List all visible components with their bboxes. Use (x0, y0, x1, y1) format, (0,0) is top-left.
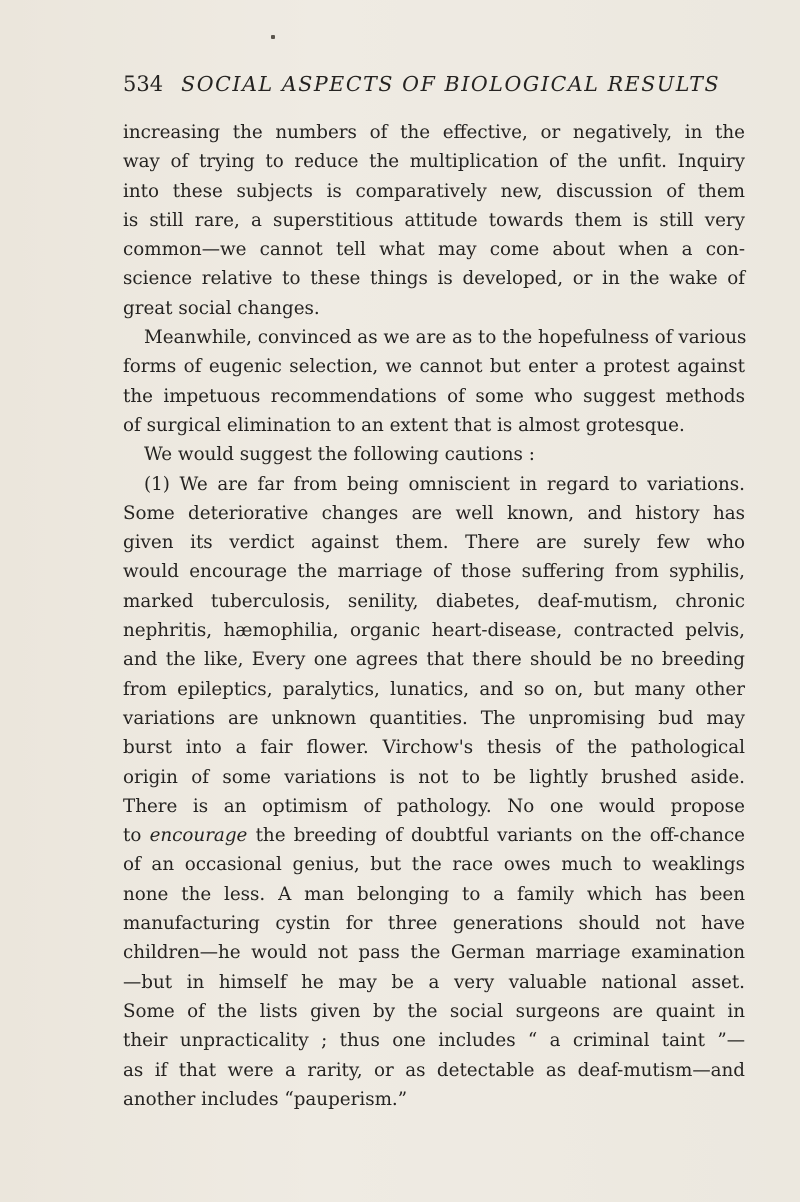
text-line: of an occasional genius, but the race owes much to weaklings (123, 854, 745, 876)
text-line: nephritis, hæmophilia, organic heart-disease, contracted pelvis, (123, 620, 745, 642)
text-line: common—we cannot tell what may come about when a con- (123, 239, 745, 261)
text-line: would encourage the marriage of those suffering from syphilis, (123, 561, 745, 583)
text-fragment: the breeding of doubtful variants on the off-chance (255, 825, 746, 847)
text-line: forms of eugenic selection, we cannot but enter a protest against (123, 356, 745, 378)
text-line: science relative to these things is developed, or in the wake of (123, 268, 745, 290)
text-line: manufacturing cystin for three generations should not have (123, 913, 745, 935)
text-line: and the like, Every one agrees that there should be no breeding (123, 649, 745, 671)
text-line: increasing the numbers of the effective, or negatively, in the (123, 122, 745, 143)
page-number: 534 (123, 72, 164, 96)
text-line: great social changes. (123, 297, 320, 319)
text-line: another includes “pauperism.” (123, 1088, 408, 1110)
text-line: burst into a fair flower. Virchow's thesis of the pathological (123, 737, 745, 759)
text-line: into these subjects is comparatively new, discussion of them (123, 180, 745, 202)
text-line: We would suggest the following cautions : (144, 444, 535, 466)
text-line-mixed (123, 821, 745, 850)
text-line: of surgical elimination to an extent that is almost grotesque. (123, 414, 685, 436)
text-line: There is an optimism of pathology. No one would propose (123, 795, 745, 817)
page-header (123, 72, 723, 112)
text-line: from epileptics, paralytics, lunatics, and so on, but many other (123, 678, 745, 700)
italic-emphasis: encourage (149, 825, 248, 847)
text-line: Some of the lists given by the social surgeons are quaint in (123, 1000, 745, 1022)
text-line: children—he would not pass the German marriage examination (123, 942, 745, 964)
ink-speck (271, 35, 275, 39)
text-line: marked tuberculosis, senility, diabetes, deaf-mutism, chronic (123, 590, 745, 612)
text-line: Meanwhile, convinced as we are as to the hopefulness of various (144, 327, 747, 349)
text-line: (1) We are far from being omniscient in regard to variations. (144, 473, 745, 495)
text-line: Some deteriorative changes are well known, and history has (123, 502, 745, 524)
text-line: given its verdict against them. There are surely few who (123, 532, 745, 554)
text-line: is still rare, a superstitious attitude towards them is still very (123, 209, 745, 231)
body-text (123, 118, 745, 1114)
text-line: the impetuous recommendations of some who suggest methods (123, 385, 745, 407)
running-head: SOCIAL ASPECTS OF BIOLOGICAL RESULTS (181, 72, 721, 96)
text-line: variations are unknown quantities. The unpromising bud may (123, 707, 745, 729)
text-line: as if that were a rarity, or as detectable as deaf-mutism—and (123, 1059, 745, 1081)
text-line: way of trying to reduce the multiplication of the unfit. Inquiry (123, 151, 745, 173)
text-fragment: to (123, 825, 142, 847)
text-line: origin of some variations is not to be lightly brushed aside. (123, 766, 745, 788)
text-line: their unpracticality ; thus one includes “ a criminal taint ”— (123, 1030, 745, 1052)
text-line: none the less. A man belonging to a family which has been (123, 883, 745, 905)
text-line: —but in himself he may be a very valuable national asset. (123, 971, 745, 993)
